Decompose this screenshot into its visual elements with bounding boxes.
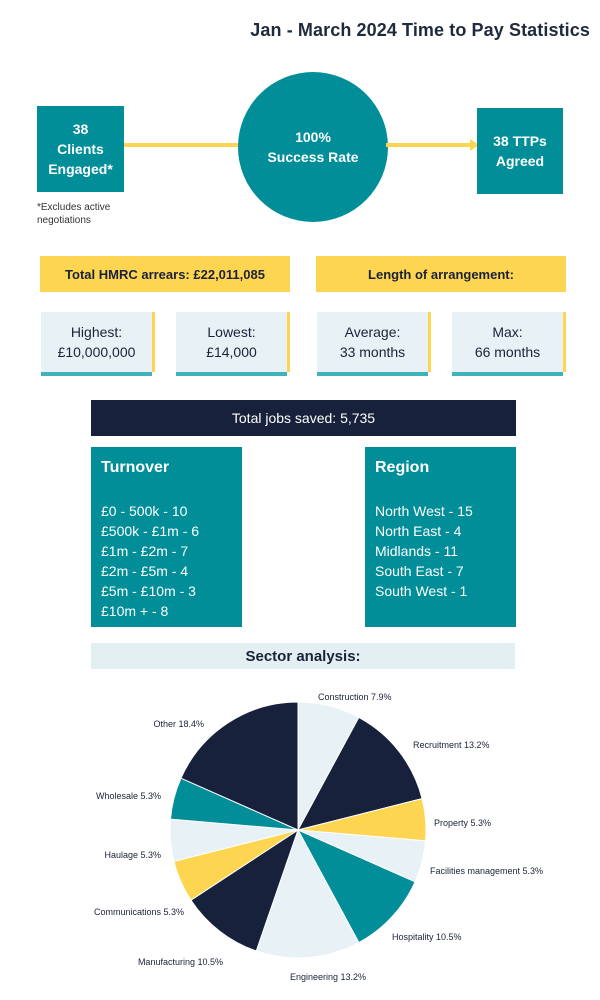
- pie-label-wholesale: Wholesale 5.3%: [95, 791, 161, 801]
- pie-label-engineering: Engineering 13.2%: [290, 972, 367, 982]
- region-item: South West - 1: [375, 583, 468, 599]
- lowest-value: £14,000: [206, 344, 257, 360]
- turnover-panel: [91, 447, 242, 627]
- clients-engaged-box: [37, 106, 124, 192]
- clients-engaged-label-2: Engaged*: [48, 161, 113, 177]
- region-item: Midlands - 11: [375, 543, 459, 559]
- footnote: [37, 201, 157, 227]
- footnote-line-2: negotiations: [37, 215, 91, 226]
- total-jobs-saved-bar: Total jobs saved: 5,735: [91, 400, 516, 436]
- max-value: 66 months: [474, 344, 541, 360]
- ttps-agreed-count: 38 TTPs: [493, 133, 547, 149]
- highest-value: £10,000,000: [57, 344, 136, 360]
- turnover-item: £10m + - 8: [101, 603, 169, 619]
- pie-label-other: Other 18.4%: [153, 719, 204, 729]
- pie-label-communications: Communications 5.3%: [93, 907, 184, 917]
- region-panel: [365, 447, 516, 627]
- region-item: South East - 7: [375, 563, 464, 579]
- average-value: 33 months: [339, 344, 406, 360]
- ttps-agreed-label: Agreed: [495, 153, 545, 169]
- region-item: North East - 4: [375, 523, 462, 539]
- pie-label-facilities-management: Facilities management 5.3%: [430, 866, 544, 876]
- pie-label-property: Property 5.3%: [434, 818, 492, 828]
- success-rate-circle: [238, 72, 388, 222]
- turnover-item: £2m - £5m - 4: [101, 563, 189, 579]
- turnover-heading: Turnover: [101, 459, 170, 476]
- average-label: Average:: [344, 324, 401, 340]
- pie-label-haulage: Haulage 5.3%: [104, 850, 161, 860]
- sector-pie-chart: [0, 680, 600, 1000]
- arrangement-length-bar: Length of arrangement:: [316, 256, 566, 292]
- clients-engaged-label-1: Clients: [57, 141, 104, 157]
- pie-label-recruitment: Recruitment 13.2%: [413, 740, 490, 750]
- turnover-item: £0 - 500k - 10: [101, 503, 188, 519]
- turnover-item: £500k - £1m - 6: [101, 523, 200, 539]
- page-title: Jan - March 2024 Time to Pay Statistics: [250, 20, 590, 40]
- region-item: North West - 15: [375, 503, 473, 519]
- ttps-agreed-box: [477, 108, 563, 194]
- success-rate-label: Success Rate: [267, 149, 359, 165]
- turnover-item: £5m - £10m - 3: [101, 583, 196, 599]
- pie-label-hospitality: Hospitality 10.5%: [392, 932, 462, 942]
- success-rate-value: 100%: [295, 129, 331, 145]
- left-connector-line: [124, 143, 240, 147]
- turnover-item: £1m - £2m - 7: [101, 543, 189, 559]
- sector-analysis-title: Sector analysis:: [91, 643, 515, 669]
- lowest-arrears-card: [176, 312, 287, 372]
- total-arrears-bar: Total HMRC arrears: £22,011,085: [40, 256, 290, 292]
- pie-label-construction: Construction 7.9%: [318, 692, 392, 702]
- footnote-line-1: *Excludes active: [37, 202, 111, 213]
- clients-engaged-count: 38: [72, 121, 89, 137]
- average-length-card: [317, 312, 428, 372]
- highest-arrears-card: [41, 312, 152, 372]
- max-length-card: [452, 312, 563, 372]
- right-connector-line: [386, 143, 471, 147]
- region-heading: Region: [375, 459, 430, 476]
- highest-label: Highest:: [70, 324, 123, 340]
- max-label: Max:: [492, 324, 523, 340]
- pie-label-manufacturing: Manufacturing 10.5%: [137, 957, 223, 967]
- lowest-label: Lowest:: [207, 324, 256, 340]
